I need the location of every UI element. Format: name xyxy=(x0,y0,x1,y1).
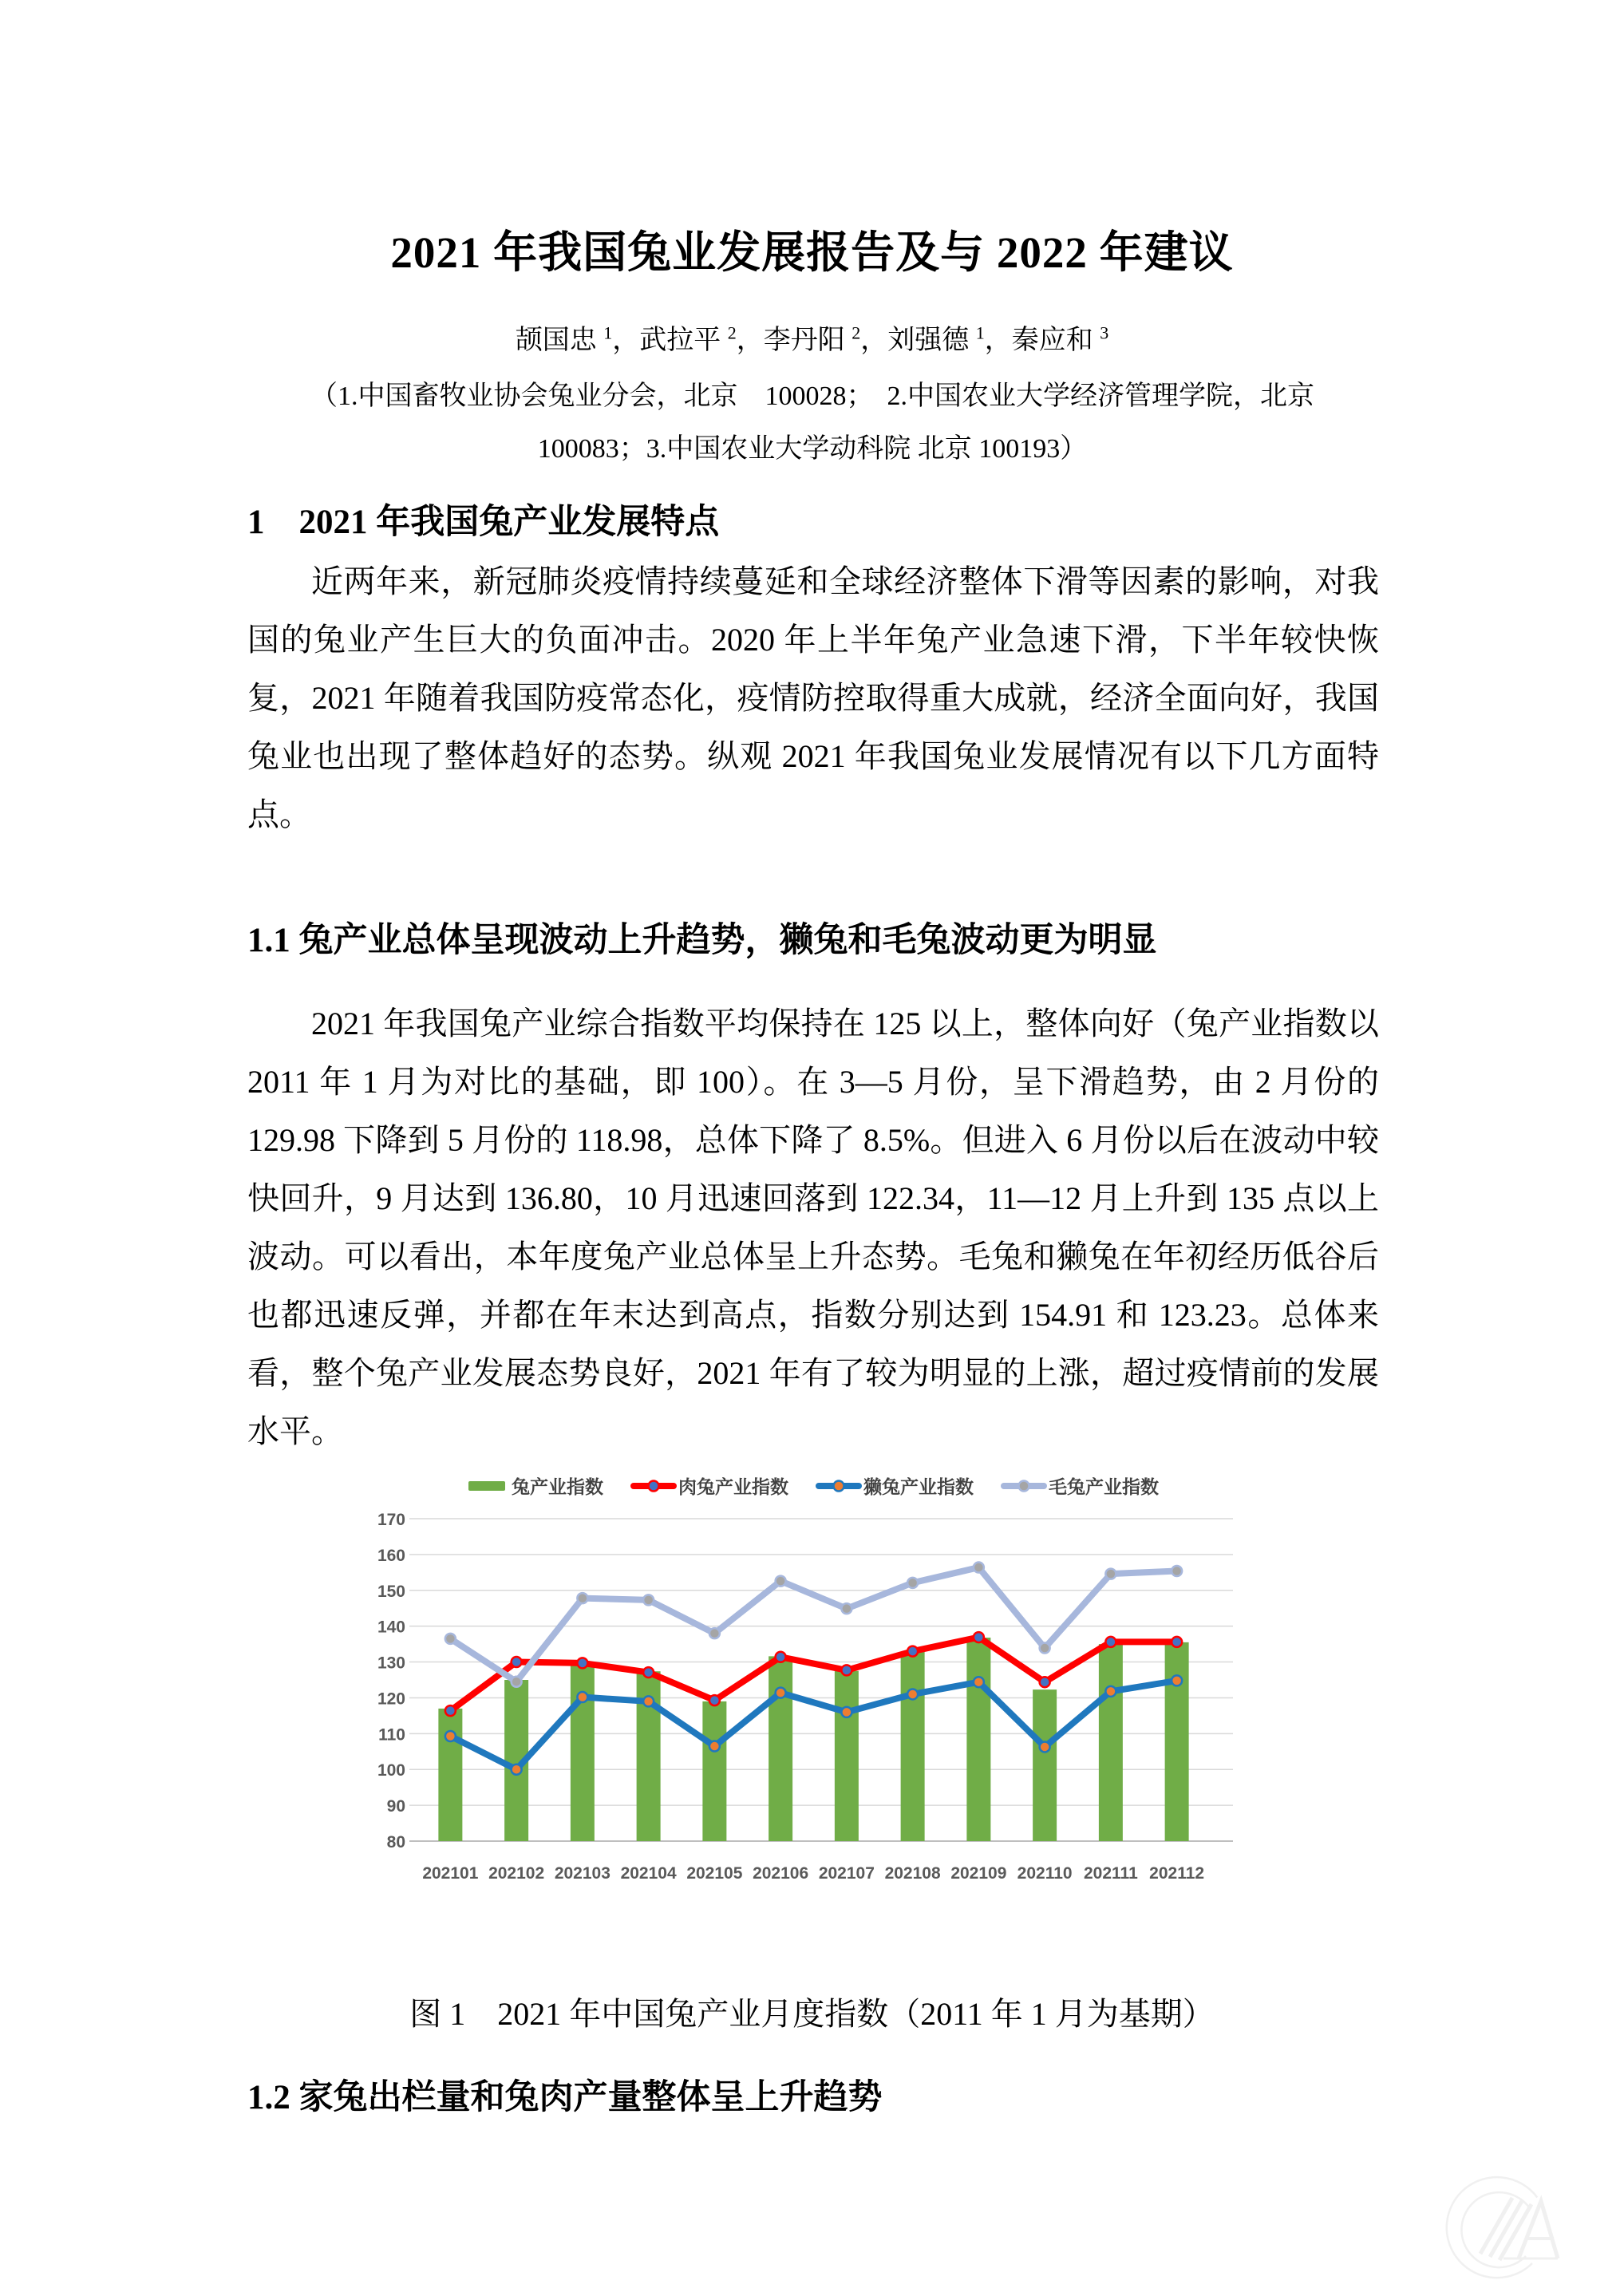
cla-logo-watermark-icon xyxy=(1436,2160,1572,2295)
author-affiliation-sup: 2 xyxy=(852,322,861,343)
data-marker xyxy=(974,1677,984,1687)
data-marker xyxy=(1172,1675,1182,1685)
data-marker xyxy=(1040,1677,1050,1687)
bar xyxy=(571,1662,595,1841)
data-marker xyxy=(445,1731,456,1741)
data-marker xyxy=(1105,1686,1116,1697)
section-1-2-heading: 1.2 家兔出栏量和兔肉产量整体呈上升趋势 xyxy=(247,2079,883,2116)
data-marker xyxy=(776,1688,786,1698)
author-affiliation-sup: 2 xyxy=(727,322,737,343)
data-marker xyxy=(1105,1569,1116,1579)
rabbit-index-chart xyxy=(295,1465,1317,1912)
y-tick-label: 160 xyxy=(377,1546,405,1565)
page-title: 2021 年我国兔业发展报告及与 2022 年建议 xyxy=(390,228,1234,277)
x-tick-label: 202111 xyxy=(1083,1864,1138,1883)
data-marker xyxy=(445,1634,456,1644)
section-1-1-heading: 1.1 兔产业总体呈现波动上升趋势，獭兔和毛兔波动更为明显 xyxy=(247,922,1157,959)
x-tick-label: 202105 xyxy=(686,1864,743,1883)
y-tick-label: 120 xyxy=(377,1689,405,1709)
legend-label: 獭兔产业指数 xyxy=(863,1476,974,1497)
bar xyxy=(835,1671,859,1841)
section-1-paragraph: 近两年来，新冠肺炎疫情持续蔓延和全球经济整体下滑等因素的影响，对我国的兔业产生巨大的负面冲击。2020 年上半年兔产业急速下滑，下半年较快恢复，2021 年随着我国防疫常态化，疫情防控取得重大成就，经济全面向好，我国兔业也出现了整体趋好的态势。纵观 2021 年我国兔业发展情况有以下几方面特点。 xyxy=(247,563,1379,832)
data-marker xyxy=(512,1764,522,1775)
bar xyxy=(1165,1642,1189,1841)
x-tick-label: 202110 xyxy=(1017,1864,1073,1883)
data-marker xyxy=(577,1658,587,1668)
y-tick-label: 130 xyxy=(377,1654,405,1673)
data-marker xyxy=(577,1593,587,1603)
data-marker xyxy=(1040,1741,1050,1752)
data-marker xyxy=(709,1741,720,1752)
data-marker xyxy=(643,1696,654,1706)
data-marker xyxy=(841,1707,852,1717)
legend-marker xyxy=(834,1481,844,1492)
author-name: 秦应和 $^3$ xyxy=(1011,322,1109,355)
x-tick-label: 202107 xyxy=(818,1864,875,1883)
data-marker xyxy=(974,1632,984,1642)
section-1-heading: 1 2021 年我国兔产业发展特点 xyxy=(247,504,720,541)
y-tick-label: 110 xyxy=(378,1725,405,1745)
x-tick-label: 202109 xyxy=(950,1864,1007,1883)
data-marker xyxy=(512,1657,522,1667)
data-marker xyxy=(1172,1637,1182,1647)
x-tick-label: 202106 xyxy=(753,1864,809,1883)
data-marker xyxy=(1172,1566,1182,1576)
data-marker xyxy=(907,1646,918,1657)
y-tick-label: 150 xyxy=(377,1582,405,1601)
data-marker xyxy=(643,1595,654,1605)
x-tick-label: 202104 xyxy=(620,1864,677,1883)
figure-1-caption: 图 1 2021 年中国兔产业月度指数（2011 年 1 月为基期） xyxy=(409,1996,1215,2032)
y-tick-label: 170 xyxy=(377,1511,405,1529)
y-tick-label: 100 xyxy=(377,1761,405,1780)
bar xyxy=(1033,1689,1057,1841)
x-tick-label: 202103 xyxy=(554,1864,610,1883)
data-marker xyxy=(841,1665,852,1675)
author-name: 刘强德 $^1$ xyxy=(887,322,985,355)
data-marker xyxy=(643,1667,654,1678)
data-marker xyxy=(907,1689,918,1699)
legend-label: 肉兔产业指数 xyxy=(678,1476,788,1497)
bar xyxy=(769,1656,792,1841)
data-marker xyxy=(974,1563,984,1573)
y-tick-label: 80 xyxy=(386,1833,405,1851)
data-marker xyxy=(512,1677,522,1687)
figure-1-chart xyxy=(295,1465,1317,1912)
affiliation-line: （1.中国畜牧业协会兔业分会，北京 100028； 2.中国农业大学经济管理学院，北京 100083；3.中国农业大学动科院 北京 100193） xyxy=(310,381,1341,464)
y-tick-label: 90 xyxy=(386,1797,405,1816)
bar xyxy=(438,1709,462,1841)
author-affiliation-sup: 1 xyxy=(603,322,613,343)
x-tick-label: 202101 xyxy=(422,1864,479,1883)
author-name: 李丹阳 $^2$ xyxy=(763,322,861,355)
bar xyxy=(966,1638,990,1841)
bar xyxy=(702,1701,726,1841)
x-tick-label: 202108 xyxy=(884,1864,941,1883)
bar xyxy=(1099,1644,1123,1841)
data-marker xyxy=(1040,1643,1050,1654)
data-marker xyxy=(776,1576,786,1587)
data-marker xyxy=(907,1578,918,1588)
section-1-1-paragraph: 2021 年我国兔产业综合指数平均保持在 125 以上，整体向好（兔产业指数以 2011 年 1 月为对比的基础，即 100）。在 3—5 月份，呈下滑趋势，由 2 月份的 129.98 下降到 5 月份的 118.98，总体下降了 8.5%。但进入 6 月份以后在波动中较快回升，9 月达到 136.80，10 月迅速回落到 122.34，11—12 月上升到 135 点以上波动。可以看出，本年度兔产业总体呈上升态势。毛兔和獭兔在年初经历低谷后也都迅速反弹，并都在年末达到高点，指数分别达到 154.91 和 123.23。总体来看，整个兔产业发展态势良好，2021 年有了较为明显的上涨，超过疫情前的发展水平。 xyxy=(247,1006,1379,1449)
author-name: 颉国忠 $^1$ xyxy=(515,322,613,355)
legend-label: 兔产业指数 xyxy=(512,1476,603,1497)
legend-marker xyxy=(1019,1481,1029,1492)
legend-label: 毛兔产业指数 xyxy=(1049,1476,1159,1497)
data-marker xyxy=(841,1603,852,1614)
data-marker xyxy=(445,1705,456,1716)
data-marker xyxy=(577,1692,587,1702)
data-marker xyxy=(709,1628,720,1638)
line-series xyxy=(450,1681,1176,1769)
data-marker xyxy=(776,1652,786,1662)
authors-line: 颉国忠 $^1$，武拉平 $^2$，李丹阳 $^2$，刘强德 $^1$，秦应和 $^3$ xyxy=(515,322,1109,355)
legend-marker xyxy=(649,1481,659,1492)
data-marker xyxy=(709,1695,720,1705)
x-tick-label: 202112 xyxy=(1149,1864,1205,1883)
y-tick-label: 140 xyxy=(377,1618,405,1637)
bar xyxy=(901,1652,925,1841)
author-name: 武拉平 $^2$ xyxy=(639,322,737,355)
data-marker xyxy=(1105,1637,1116,1647)
author-affiliation-sup: 1 xyxy=(975,322,985,343)
x-tick-label: 202102 xyxy=(488,1864,545,1883)
legend-swatch xyxy=(468,1481,505,1491)
author-affiliation-sup: 3 xyxy=(1100,322,1109,343)
